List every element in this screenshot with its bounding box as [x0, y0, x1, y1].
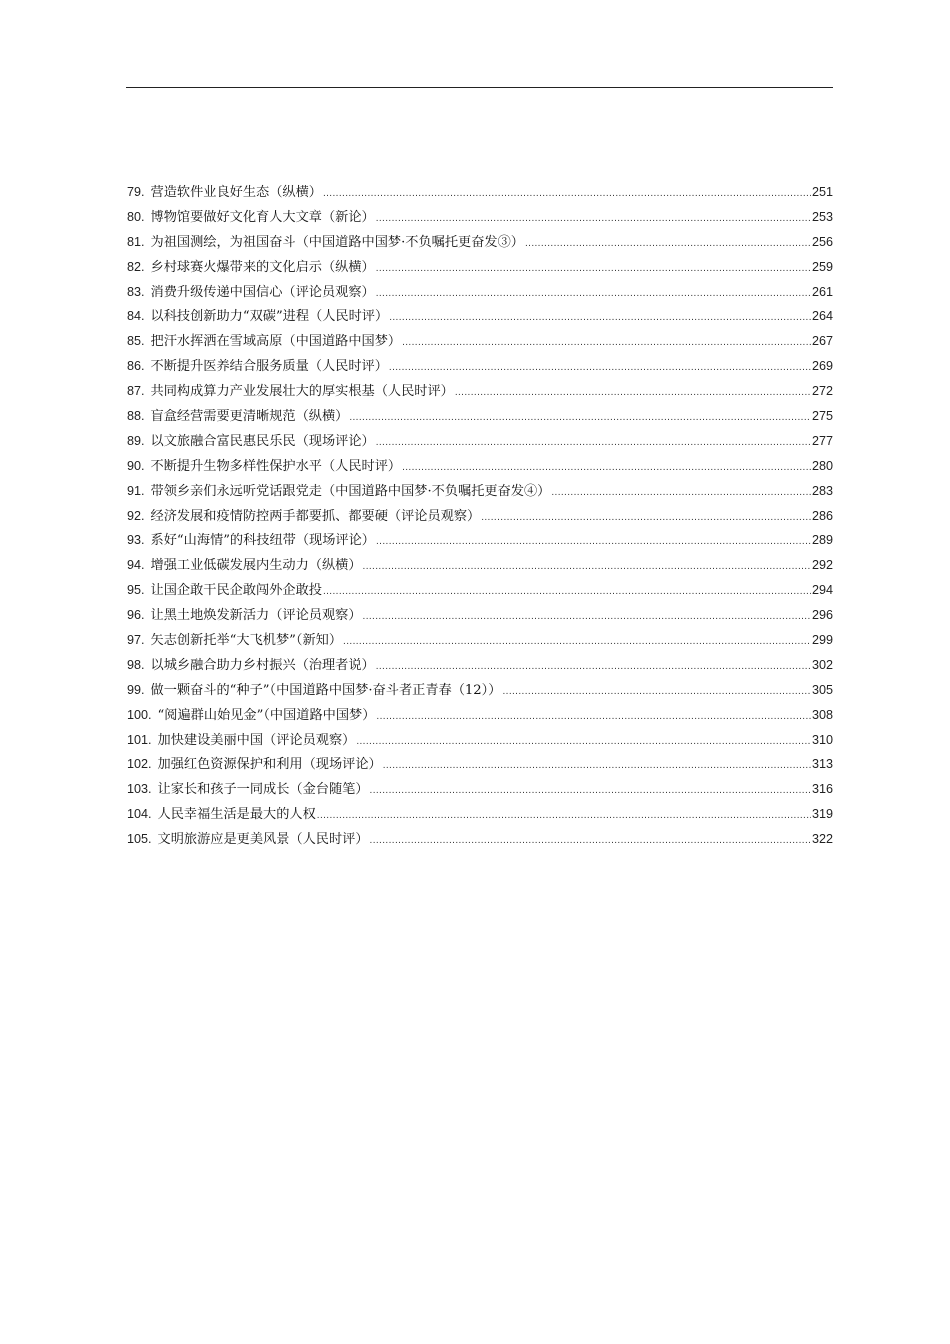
- toc-entry-number: 81.: [127, 234, 145, 249]
- toc-entry-title[interactable]: 以城乡融合助力乡村振兴（治理者说）: [150, 657, 375, 673]
- toc-dot-leader: [402, 456, 811, 479]
- toc-entry[interactable]: [127, 578, 833, 603]
- toc-entry[interactable]: [127, 553, 833, 578]
- toc-entry-page-number[interactable]: 251: [811, 185, 833, 199]
- toc-entry[interactable]: [127, 329, 833, 354]
- toc-entry-title[interactable]: 人民幸福生活是最大的人权: [157, 807, 316, 823]
- toc-dot-leader: [349, 406, 811, 429]
- toc-entry-title[interactable]: 为祖国测绘，为祖国奋斗（中国道路中国梦·不负嘱托更奋发③）: [150, 234, 524, 250]
- toc-entry-number: 84.: [127, 309, 145, 324]
- toc-entry-page-number[interactable]: 275: [811, 409, 833, 424]
- toc-dot-leader: [356, 730, 811, 753]
- toc-entry[interactable]: [127, 379, 833, 404]
- toc-entry[interactable]: [127, 504, 833, 529]
- toc-entry-number: 82.: [127, 259, 145, 274]
- toc-entry[interactable]: [127, 479, 833, 504]
- table-of-contents: [127, 180, 833, 852]
- toc-entry-page-number[interactable]: 294: [811, 583, 833, 598]
- toc-dot-leader: [323, 580, 811, 603]
- toc-entry-number: 83.: [127, 284, 145, 299]
- toc-entry-title[interactable]: 让国企敢干民企敢闯外企敢投: [150, 583, 322, 599]
- toc-dot-leader: [481, 506, 811, 529]
- toc-entry[interactable]: [127, 777, 833, 802]
- toc-entry-title[interactable]: 系好“山海情”的科技纽带（现场评论）: [150, 533, 375, 549]
- toc-dot-leader: [317, 804, 811, 827]
- toc-dot-leader: [376, 431, 811, 454]
- toc-entry-page-number[interactable]: 299: [811, 633, 833, 648]
- toc-entry[interactable]: [127, 653, 833, 678]
- toc-entry-number: 97.: [127, 633, 145, 648]
- toc-entry-page-number[interactable]: 269: [811, 359, 833, 374]
- toc-entry[interactable]: [127, 802, 833, 827]
- toc-entry[interactable]: [127, 827, 833, 852]
- toc-entry-title[interactable]: 文明旅游应是更美风景（人民时评）: [157, 832, 369, 848]
- toc-dot-leader: [376, 530, 811, 553]
- toc-entry[interactable]: [127, 205, 833, 230]
- toc-entry-number: 102.: [127, 757, 152, 772]
- toc-dot-leader: [376, 705, 811, 728]
- toc-dot-leader: [376, 655, 811, 678]
- toc-entry-page-number[interactable]: 296: [811, 608, 833, 623]
- toc-entry-title[interactable]: 盲盒经营需要更清晰规范（纵横）: [150, 409, 349, 425]
- toc-entry-number: 104.: [127, 807, 152, 822]
- toc-dot-leader: [525, 232, 811, 255]
- toc-entry[interactable]: [127, 180, 833, 205]
- toc-entry-page-number[interactable]: 322: [811, 832, 833, 847]
- toc-entry-number: 88.: [127, 409, 145, 424]
- toc-entry-page-number[interactable]: 253: [811, 209, 833, 224]
- toc-entry[interactable]: [127, 304, 833, 329]
- toc-dot-leader: [551, 481, 811, 504]
- toc-entry-title[interactable]: 营造软件业良好生态（纵横）: [150, 185, 322, 200]
- toc-entry[interactable]: [127, 230, 833, 255]
- toc-entry-title[interactable]: 做一颗奋斗的“种子”（中国道路中国梦·奋斗者正青春（12））: [150, 682, 502, 698]
- toc-entry-title[interactable]: 共同构成算力产业发展壮大的厚实根基（人民时评）: [150, 384, 454, 400]
- toc-entry-title[interactable]: 让家长和孩子一同成长（金台随笔）: [157, 782, 369, 798]
- toc-entry-number: 86.: [127, 359, 145, 374]
- toc-dot-leader: [376, 207, 811, 230]
- toc-entry-number: 92.: [127, 508, 145, 523]
- toc-dot-leader: [402, 331, 811, 354]
- toc-entry-number: 105.: [127, 832, 152, 847]
- toc-entry[interactable]: [127, 454, 833, 479]
- toc-entry[interactable]: [127, 752, 833, 777]
- toc-entry-number: 95.: [127, 583, 145, 598]
- toc-dot-leader: [376, 257, 811, 280]
- toc-entry-page-number[interactable]: 286: [811, 508, 833, 523]
- toc-entry-title[interactable]: 把汗水挥洒在雪域高原（中国道路中国梦）: [150, 334, 402, 350]
- toc-entry-number: 101.: [127, 732, 152, 747]
- toc-entry-page-number[interactable]: 256: [811, 234, 833, 249]
- toc-entry-page-number[interactable]: 308: [811, 707, 833, 722]
- toc-entry-title[interactable]: 经济发展和疫情防控两手都要抓、都要硬（评论员观察）: [150, 508, 481, 524]
- toc-entry-number: 94.: [127, 558, 145, 573]
- toc-entry[interactable]: [127, 703, 833, 728]
- toc-entry-page-number[interactable]: 267: [811, 334, 833, 349]
- toc-entry-number: 79.: [127, 185, 145, 199]
- toc-entry-number: 96.: [127, 608, 145, 623]
- toc-entry-number: 87.: [127, 384, 145, 399]
- toc-entry[interactable]: [127, 255, 833, 280]
- toc-entry-page-number[interactable]: 264: [811, 309, 833, 324]
- toc-dot-leader: [502, 680, 811, 703]
- toc-entry[interactable]: [127, 404, 833, 429]
- toc-entry[interactable]: [127, 728, 833, 753]
- toc-entry-title[interactable]: 带领乡亲们永远听党话跟党走（中国道路中国梦·不负嘱托更奋发④）: [150, 483, 551, 499]
- toc-entry-page-number[interactable]: 302: [811, 657, 833, 672]
- toc-dot-leader: [343, 630, 811, 653]
- toc-entry-title[interactable]: 矢志创新托举“大飞机梦”（新知）: [150, 633, 343, 649]
- toc-entry-page-number[interactable]: 313: [811, 757, 833, 772]
- toc-entry-number: 89.: [127, 433, 145, 448]
- toc-entry-title[interactable]: 不断提升医养结合服务质量（人民时评）: [150, 359, 388, 375]
- toc-entry-title[interactable]: 让黑土地焕发新活力（评论员观察）: [150, 608, 362, 624]
- toc-entry-page-number[interactable]: 310: [811, 732, 833, 747]
- toc-dot-leader: [389, 306, 811, 329]
- toc-entry-number: 91.: [127, 483, 145, 498]
- toc-dot-leader: [389, 356, 811, 379]
- toc-entry-title[interactable]: 加快建设美丽中国（评论员观察）: [157, 732, 356, 748]
- toc-entry-title[interactable]: 以科技创新助力“双碳”进程（人民时评）: [150, 309, 389, 325]
- toc-entry[interactable]: [127, 429, 833, 454]
- toc-entry-page-number[interactable]: 283: [811, 483, 833, 498]
- toc-entry-number: 93.: [127, 533, 145, 548]
- toc-entry[interactable]: [127, 354, 833, 379]
- toc-entry-number: 98.: [127, 657, 145, 672]
- toc-dot-leader: [370, 779, 811, 802]
- header-rule: [126, 87, 833, 88]
- toc-entry[interactable]: [127, 603, 833, 628]
- toc-entry-page-number[interactable]: 289: [811, 533, 833, 548]
- toc-entry-title[interactable]: 不断提升生物多样性保护水平（人民时评）: [150, 458, 402, 474]
- toc-entry-page-number[interactable]: 280: [811, 458, 833, 473]
- toc-entry[interactable]: [127, 528, 833, 553]
- toc-entry-title[interactable]: 加强红色资源保护和利用（现场评论）: [157, 757, 382, 773]
- toc-dot-leader: [370, 829, 811, 852]
- toc-entry-title[interactable]: “阅遍群山始见金”（中国道路中国梦）: [157, 707, 376, 723]
- toc-dot-leader: [363, 605, 811, 628]
- toc-entry-page-number[interactable]: 277: [811, 433, 833, 448]
- toc-dot-leader: [383, 754, 811, 777]
- toc-entry-title[interactable]: 消费升级传递中国信心（评论员观察）: [150, 284, 375, 300]
- toc-entry-title[interactable]: 以文旅融合富民惠民乐民（现场评论）: [150, 433, 375, 449]
- toc-dot-leader: [376, 282, 811, 305]
- toc-entry[interactable]: [127, 628, 833, 653]
- toc-entry-number: 85.: [127, 334, 145, 349]
- toc-entry-number: 103.: [127, 782, 152, 797]
- toc-entry[interactable]: [127, 678, 833, 703]
- toc-entry-page-number[interactable]: 272: [811, 384, 833, 399]
- toc-entry-number: 90.: [127, 458, 145, 473]
- toc-entry-title[interactable]: 乡村球赛火爆带来的文化启示（纵横）: [150, 259, 375, 275]
- toc-entry-page-number[interactable]: 259: [811, 259, 833, 274]
- toc-entry-page-number[interactable]: 316: [811, 782, 833, 797]
- toc-entry-number: 80.: [127, 209, 145, 224]
- toc-entry-title[interactable]: 增强工业低碳发展内生动力（纵横）: [150, 558, 362, 574]
- toc-entry[interactable]: [127, 280, 833, 305]
- toc-entry-title[interactable]: 博物馆要做好文化育人大文章（新论）: [150, 209, 375, 225]
- toc-dot-leader: [455, 381, 811, 404]
- toc-entry-page-number[interactable]: 319: [811, 807, 833, 822]
- toc-entry-page-number[interactable]: 305: [811, 682, 833, 697]
- toc-entry-page-number[interactable]: 261: [811, 284, 833, 299]
- toc-entry-page-number[interactable]: 292: [811, 558, 833, 573]
- toc-dot-leader: [323, 182, 811, 205]
- toc-dot-leader: [363, 555, 811, 578]
- toc-entry-number: 99.: [127, 682, 145, 697]
- toc-entry-number: 100.: [127, 707, 152, 722]
